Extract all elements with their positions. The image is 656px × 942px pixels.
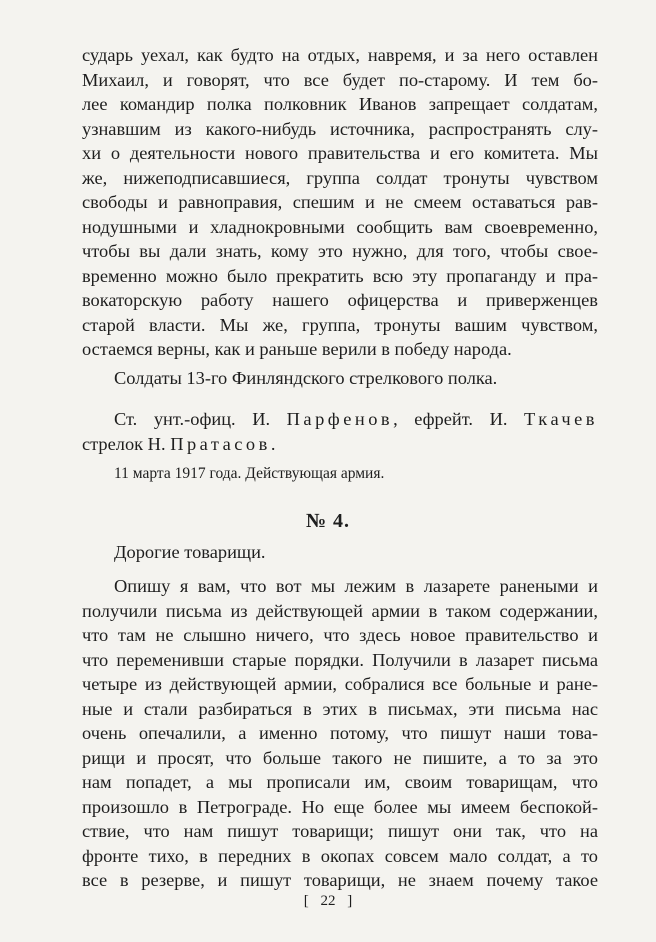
text-line: фронте тихо, в передних в окопах совсем мало солдат, а то (82, 845, 598, 866)
text-line: узнавшим из какого-нибудь источника, распространять слу- (82, 118, 598, 139)
text-line: получили письма из действующей армии в таком содержании, (82, 600, 598, 621)
text-line: произошло в Петрограде. Но еще более мы имеем беспокой- (82, 796, 598, 817)
folio-bracket-open: [ (303, 893, 309, 909)
text-line: Михаил, и говорят, что все будет по-старому. И тем бо- (82, 69, 598, 90)
text-line: очень опечалили, а именно потому, что пишут наши това- (82, 723, 598, 743)
text-line: что переменивши старые порядки. Получили в лазарет письма (82, 649, 598, 670)
paragraph-letter-4 (82, 574, 598, 893)
text-line: остаемся верны, как и раньше верили в победу народа. (82, 339, 512, 359)
text-line: нодушными и хладнокровными сообщить вам своевременно, (82, 216, 598, 237)
text-line: сударь уехал, как будто на отдых, навремя, и за него оставлен (82, 45, 598, 65)
text-line: Опишу я вам, что вот мы лежим в лазарете ранеными и (114, 576, 598, 596)
text-line: все в резерве, и пишут товарищи, не знаем почему такое (82, 870, 598, 890)
text-line: старой власти. Мы же, группа, тронуты вашим чувством, (82, 314, 598, 335)
text-line: свободы и равноправия, спешим и не смеем оставаться рав- (82, 192, 598, 212)
signature-rank-3: стрелок Н. (82, 433, 166, 454)
signatory-name: Ткачев (524, 409, 598, 429)
signoff-line: Солдаты 13-го Финляндского стрелкового полка. (114, 368, 498, 388)
signatures-block (82, 407, 598, 456)
text-line: ствие, что нам пишут товарищи; пишут они так, что на (82, 821, 598, 841)
signature-end: . (270, 433, 276, 454)
text-line: хи о деятельности нового правительства и его комитета. Мы (82, 143, 598, 163)
page-number: 22 (320, 893, 336, 909)
text-line: четыре из действующей армии, собралися все больные и ране- (82, 674, 598, 694)
page-folio (0, 893, 656, 910)
text-line: же, нижеподписавшиеся, группа солдат тронуты чувством (82, 167, 598, 188)
text-line: чтобы вы дали знать, кому это нужно, для того, чтобы свое- (82, 241, 598, 261)
text-line: вокаторскую работу нашего офицерства и приверженцев (82, 290, 598, 310)
document-number-heading: № 4. (305, 510, 351, 532)
date-line: 11 марта 1917 года. Действующая армия. (114, 465, 385, 482)
salutation: Дорогие товарищи. (114, 542, 266, 562)
signatory-name: Парфенов (286, 409, 394, 429)
signature-rank-2: , ефрейт. И. (393, 409, 508, 429)
text-line: временно можно было прекратить всю эту пропаганду и пра- (82, 265, 598, 286)
text-line: рищи и просят, что больше такого не пишите, а то за это (82, 747, 598, 768)
paragraph-letter-3-end (82, 43, 598, 362)
text-line: лее командир полка полковник Иванов запрещает солдатам, (82, 94, 598, 114)
signature-line (82, 407, 598, 432)
text-line: что там не слышно ничего, что здесь новое правительство и (82, 625, 598, 645)
text-line: ные и стали разбираться в этих в письмах, эти письма нас (82, 698, 598, 719)
folio-bracket-close: ] (347, 893, 353, 909)
signatory-name: Пратасов (170, 433, 271, 454)
signature-line (82, 432, 598, 457)
signature-rank-1: Ст. унт.-офиц. И. (114, 409, 271, 429)
text-line: нам попадет, а мы прописали им, своим товарищам, что (82, 772, 598, 792)
